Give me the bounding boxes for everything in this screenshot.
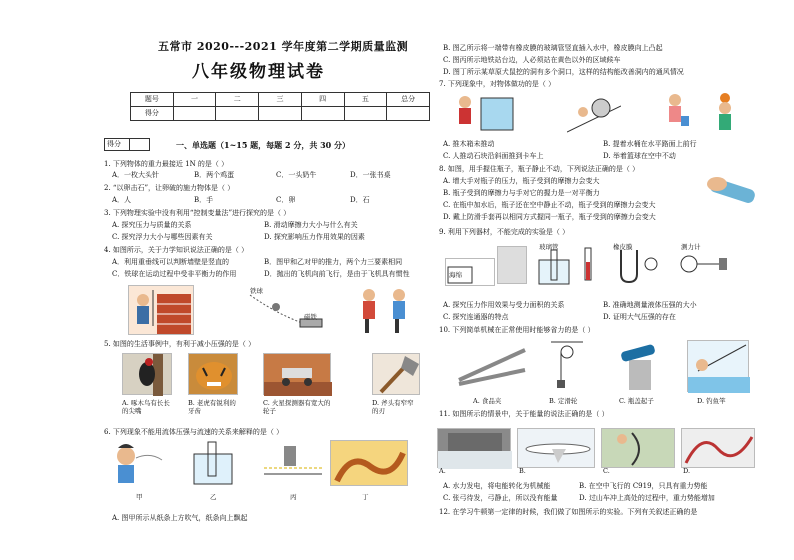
score-cell: 三 (259, 93, 302, 107)
caption: 乙 (210, 493, 217, 501)
score-cell: 二 (216, 93, 259, 107)
score-cell (387, 107, 430, 121)
option: A. 图甲所示从纸条上方吹气，纸条向上飘起 (112, 514, 248, 522)
question-4: 4. 如图所示，关于力学知识说法正确的是（ ） (104, 246, 249, 254)
right-column (435, 0, 765, 560)
fixed-pulley-image (547, 340, 587, 392)
label-magnet: 磁铁 (304, 313, 317, 321)
option: A．人 (112, 196, 132, 204)
question-1: 1. 下列物体的重力最接近 1N 的是（ ） (104, 160, 229, 168)
label-iron-ball: 铁球 (250, 287, 263, 295)
question-2: 2. “以卵击石”，让卵破的施力物体是（ ） (104, 184, 235, 192)
push-box-illustration (447, 92, 517, 134)
question-11: 11. 如图所示的情景中，关于能量的说法正确的是（ ） (439, 410, 609, 418)
woodpecker-image (122, 353, 172, 395)
push-stone-illustration (567, 92, 621, 134)
archery-image (601, 428, 675, 468)
option: D. 图丁所示某草原犬鼠挖的洞有多个洞口，这样的结构能改善洞内的通风情况 (443, 68, 684, 76)
option: D．一张书桌 (350, 171, 391, 179)
question-6: 6. 下列现象不能用流体压强与流速的关系来解释的是（ ） (104, 428, 284, 436)
option: D. 戴上防滑手套再以相同方式握同一瓶子，瓶子受到的摩擦力会变大 (443, 213, 656, 221)
score-cell (301, 107, 344, 121)
question-5: 5. 如图的生活事例中，有利于减小压强的是（ ） (104, 340, 256, 348)
score-cell (259, 107, 302, 121)
caption: D. 斧头有窄窄的刃 (372, 399, 414, 415)
c919-airplane-image (517, 428, 595, 468)
option: C. 图丙所示地铁站台边，人必须站在黄色以外的区域候车 (443, 56, 621, 64)
option: A. 增大手对瓶子的压力，瓶子受到的摩擦力会变大 (443, 177, 600, 185)
question-9: 9. 利用下列器材，不能完成的实验是（ ） (439, 228, 570, 236)
caption: B. 老虎有锐利的牙齿 (188, 399, 236, 415)
score-cell (344, 107, 387, 121)
option: D. 过山车冲上高处的过程中，重力势能增加 (579, 494, 715, 502)
label-spring-scale: 测力计 (681, 243, 701, 251)
option: C. 人推动石块沿斜面推到卡车上 (443, 152, 544, 160)
caption: B. 定滑轮 (549, 397, 578, 405)
wall-builder-illustration (128, 285, 194, 335)
score-cell: 五 (344, 93, 387, 107)
score-cell: 四 (301, 93, 344, 107)
kids-pushing-illustration (355, 285, 415, 335)
thermometer-apparatus (575, 246, 603, 286)
label-glass-tube: 玻璃管 (539, 243, 559, 251)
caption: C. 瓶盖起子 (619, 397, 654, 405)
caption: D. 钓鱼竿 (697, 397, 726, 405)
subway-platform-illustration (260, 440, 326, 486)
food-tongs-image (455, 340, 529, 392)
pressure-block-apparatus (497, 246, 527, 284)
left-column (100, 0, 430, 560)
score-cell (216, 107, 259, 121)
subject-title: 八年级物理试卷 (192, 62, 325, 82)
question-10: 10. 下列简单机械在正常使用时能够省力的是（ ） (439, 326, 595, 334)
label-membrane: 橡皮膜 (613, 243, 633, 251)
label-sponge: 海绵 (449, 271, 462, 279)
spring-scale-apparatus (669, 243, 729, 286)
hydropower-image (437, 428, 511, 468)
option: D．石 (350, 196, 370, 204)
option: C. 探究浮力大小与哪些因素有关 (112, 233, 213, 241)
option: B. 瓶子受到的摩擦力与手对它的握力是一对平衡力 (443, 189, 600, 197)
axe-image (372, 353, 420, 395)
option: D. 举着篮球在空中不动 (603, 152, 676, 160)
option: B. 在空中飞行的 C919，只具有重力势能 (579, 482, 708, 490)
glass-tube-apparatus (535, 243, 575, 286)
score-cell: 得分 (131, 107, 174, 121)
option: C．一头奶牛 (276, 171, 317, 179)
score-box (104, 138, 150, 151)
option: D．抛出的飞机向前飞行，是由于飞机具有惯性 (264, 270, 410, 278)
option: A. 探究压力作用效果与受力面积的关系 (443, 301, 565, 309)
carry-bucket-illustration (655, 92, 695, 134)
score-table (130, 92, 430, 121)
option: B. 滑动摩擦力大小与什么有关 (264, 221, 358, 229)
option: A．一枚大头针 (112, 171, 160, 179)
caption: D. (683, 467, 691, 475)
option: C. 探究连通器的特点 (443, 313, 509, 321)
question-8: 8. 如图，用手握住瓶子，瓶子静止不动，下列说法正确的是（ ） (439, 165, 640, 173)
option: C. 张弓待发，弓静止，所以没有能量 (443, 494, 558, 502)
caption: A. (439, 467, 446, 475)
tiger-image (188, 353, 238, 395)
exam-title: 五常市 2020---2021 学年度第二学期质量监测 (158, 40, 409, 53)
score-cell (173, 107, 216, 121)
mars-rover-image (263, 353, 331, 395)
u-tube-apparatus (611, 243, 661, 286)
prairie-dog-burrow-illustration (330, 440, 408, 486)
section-title: 一、单选题（1~15 题，每题 2 分，共 30 分） (176, 140, 351, 150)
tube-in-water-illustration (186, 440, 240, 486)
option: C. 在瓶中加水后，瓶子还在空中静止不动，瓶子受到的摩擦力会变大 (443, 201, 656, 209)
option: A. 推木箱未推动 (443, 140, 495, 148)
option: C．卵 (276, 196, 296, 204)
option: D. 证明大气压强的存在 (603, 313, 676, 321)
hold-ball-illustration (705, 92, 745, 134)
caption: A. 食品夹 (473, 397, 502, 405)
hand-bottle-illustration (703, 172, 763, 212)
option: B．两个鸡蛋 (194, 171, 235, 179)
caption: C. 火星探测器有宽大的轮子 (263, 399, 331, 415)
bottle-opener-image (613, 340, 665, 392)
question-7: 7. 下列现象中，对物体做功的是（ ） (439, 80, 556, 88)
caption: 甲 (136, 493, 143, 501)
question-3: 3. 下列物理实验中没有利用“控制变量法”进行探究的是（ ） (104, 209, 291, 217)
question-12: 12. 在学习牛顿第一定律的时候，我们做了如图所示的实验。下列有关叙述正确的是 (439, 508, 698, 516)
caption: C. (603, 467, 610, 475)
caption: A. 啄木鸟有长长的尖嘴 (122, 399, 170, 415)
option: B. 准确地测量液体压强的大小 (603, 301, 697, 309)
caption: 丙 (290, 493, 297, 501)
option: B．手 (194, 196, 214, 204)
option: A．利用重垂线可以判断墙壁是竖直的 (112, 258, 230, 266)
option: B．图甲和乙对甲的推力，两个力三要素相同 (264, 258, 403, 266)
option: B. 图乙所示将一端带有橡皮膜的玻璃管竖直插入水中，橡皮膜向上凸起 (443, 44, 663, 52)
option: A. 探究压力与质量的关系 (112, 221, 192, 229)
score-cell: 一 (173, 93, 216, 107)
fishing-rod-image (687, 340, 749, 392)
option: C．铁球在运动过程中受非平衡力的作用 (112, 270, 237, 278)
caption: B. (519, 467, 526, 475)
option: B. 提着水桶在水平路面上前行 (603, 140, 697, 148)
score-cell: 题号 (131, 93, 174, 107)
caption: 丁 (362, 493, 369, 501)
roller-coaster-image (681, 428, 755, 468)
score-cell: 总分 (387, 93, 430, 107)
blowing-paper-illustration (110, 440, 164, 486)
option: A. 水力发电，将电能转化为机械能 (443, 482, 551, 490)
score-box-label: 得分 (107, 140, 121, 148)
option: D. 探究影响压力作用效果的因素 (264, 233, 365, 241)
